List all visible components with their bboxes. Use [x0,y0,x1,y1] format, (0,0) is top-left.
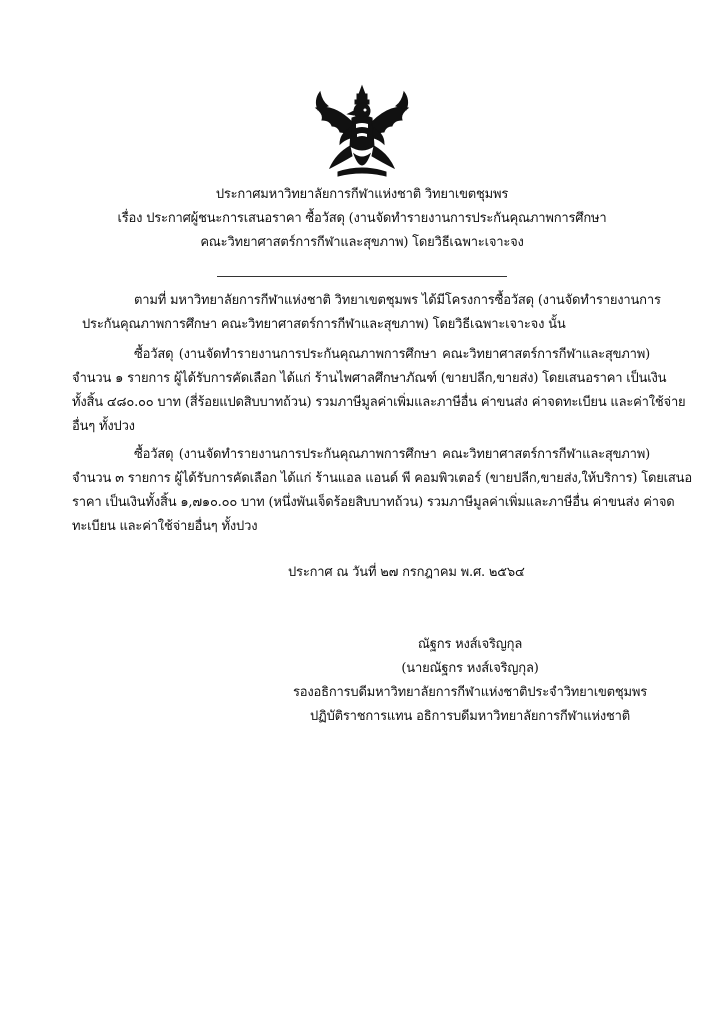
item-2-line-4: ทะเบียน และค่าใช้จ่ายอื่นๆ ทั้งปวง [72,519,258,534]
item-2-line-3: ราคา เป็นเงินทั้งสิ้น ๑,๗๑๐.๐๐ บาท (หนึ่งพันเจ็ดร้อยสิบบาทถ้วน) รวมภาษีมูลค่าเพิ่มและภาษีอื่น ค่าขนส่ง ค่าจด [72,495,675,510]
announcement-date: ประกาศ ณ วันที่ ๒๗ กรกฎาคม พ.ศ. ๒๕๖๔ [288,565,525,580]
signatory-position-line-1: รองอธิการบดีมหาวิทยาลัยการกีฬาแห่งชาติประจำวิทยาเขตชุมพร [292,685,648,700]
signature-name: ณัฐกร หงส์เจริญกุล [417,637,523,652]
item-2-line-1: ซื้อวัสดุ (งานจัดทำรายงานการประกันคุณภาพการศึกษา คณะวิทยาศาสตร์การกีฬาและสุขภาพ) [134,447,650,462]
garuda-emblem-icon [310,84,414,182]
item-1-line-3: ทั้งสิ้น ๔๘๐.๐๐ บาท (สี่ร้อยแปดสิบบาทถ้วน) รวมภาษีมูลค่าเพิ่มและภาษีอื่น ค่าขนส่ง ค่าจดทะเบียน และค่าใช้จ่าย [72,395,686,410]
item-1-line-4: อื่นๆ ทั้งปวง [72,419,135,434]
item-2-line-2: จำนวน ๓ รายการ ผู้ได้รับการคัดเลือก ได้แก่ ร้านแอล แอนด์ พี คอมพิวเตอร์ (ขายปลีก,ขายส่ง,ให้บริการ) โดยเสนอ [72,471,692,486]
announcement-subject-line-1: เรื่อง ประกาศผู้ชนะการเสนอราคา ซื้อวัสดุ (งานจัดทำรายงานการประกันคุณภาพการศึกษา [117,211,607,226]
intro-line-1: ตามที่ มหาวิทยาลัยการกีฬาแห่งชาติ วิทยาเขตชุมพร ได้มีโครงการซื้อวัสดุ (งานจัดทำรายงานการ [134,293,661,308]
title-divider [217,276,507,277]
signatory-position-line-2: ปฏิบัติราชการแทน อธิการบดีมหาวิทยาลัยการกีฬาแห่งชาติ [310,709,630,724]
item-1-line-1: ซื้อวัสดุ (งานจัดทำรายงานการประกันคุณภาพการศึกษา คณะวิทยาศาสตร์การกีฬาและสุขภาพ) [134,347,650,362]
announcement-subject-line-2: คณะวิทยาศาสตร์การกีฬาและสุขภาพ) โดยวิธีเฉพาะเจาะจง [200,235,524,250]
signatory-full-name: (นายณัฐกร หงส์เจริญกุล) [401,661,539,676]
intro-line-2: ประกันคุณภาพการศึกษา คณะวิทยาศาสตร์การกีฬาและสุขภาพ) โดยวิธีเฉพาะเจาะจง นั้น [82,317,566,332]
announcement-title: ประกาศมหาวิทยาลัยการกีฬาแห่งชาติ วิทยาเขตชุมพร [215,187,509,202]
item-1-line-2: จำนวน ๑ รายการ ผู้ได้รับการคัดเลือก ได้แก่ ร้านไพศาลศึกษาภัณฑ์ (ขายปลีก,ขายส่ง) โดยเสนอราคา เป็นเงิน [72,371,667,386]
